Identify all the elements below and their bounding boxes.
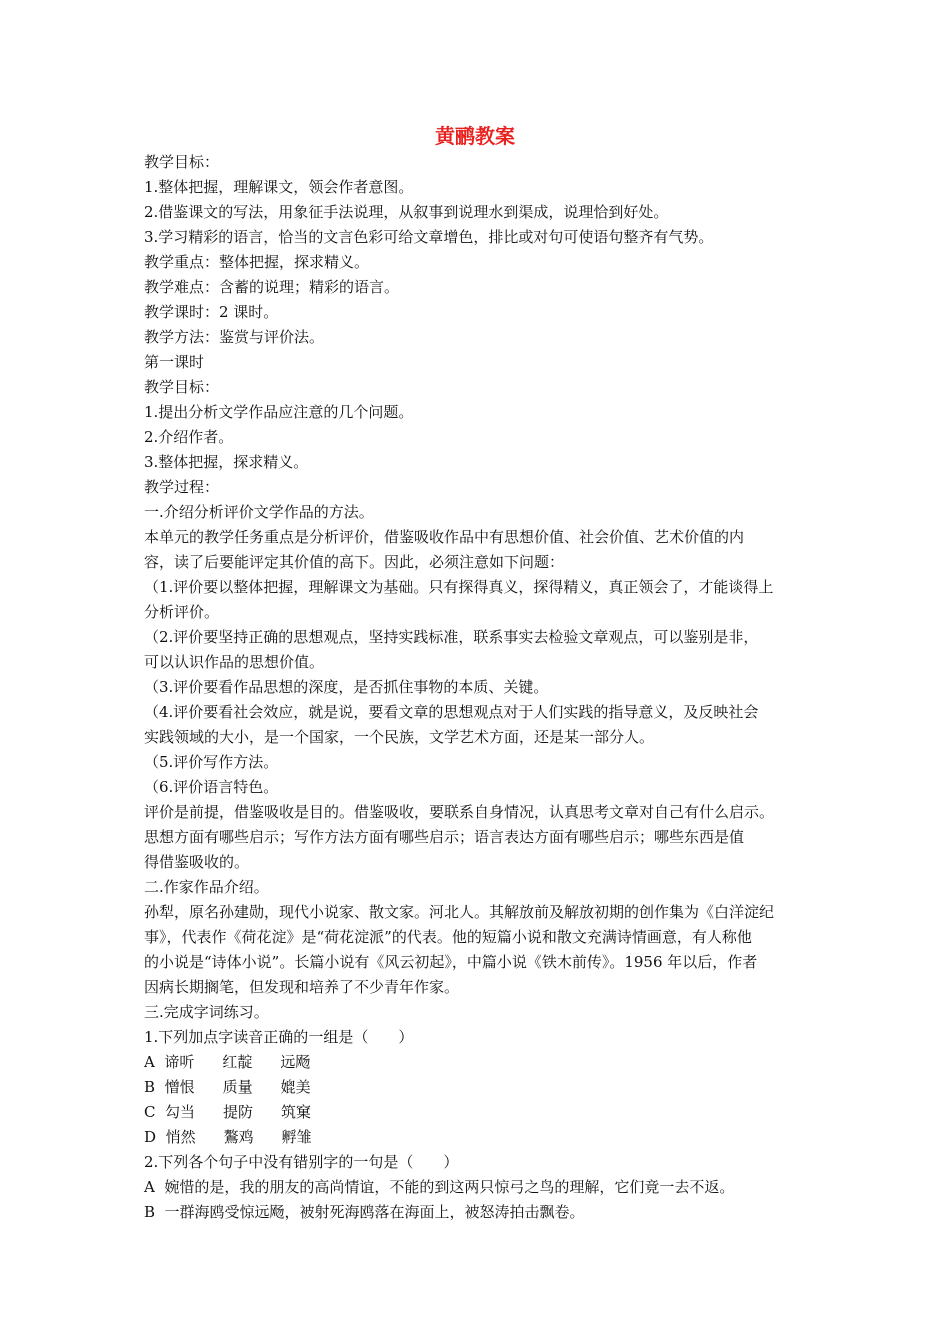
option-word: 媲美 — [280, 1078, 311, 1096]
text-line: 容，读了后要能评定其价值的高下。因此，必须注意如下问题： — [144, 553, 565, 571]
text-line: 评价是前提，借鉴吸收是目的。借鉴吸收，要联系自身情况，认真思考文章对自己有什么启示。 — [144, 803, 775, 821]
option-word: 鷔鸡 — [223, 1128, 254, 1146]
question-2-option: A 婉惜的是，我的朋友的高尚情谊，不能的到这两只惊弓之鸟的理解，它们竟一去不返。 — [144, 1178, 735, 1196]
text-line: （5.评价写作方法。 — [144, 753, 279, 771]
option-row — [144, 1050, 812, 1075]
text-line: 教学过程： — [144, 478, 220, 496]
text-line: 二.作家作品介绍。 — [144, 878, 269, 896]
text-line: 教学难点：含蓄的说理；精彩的语言。 — [144, 278, 400, 296]
text-line: （1.评价要以整体把握，理解课文为基础。只有探得真义，探得精义，真正领会了，才能谈得上 — [144, 578, 774, 596]
text-line: 第一课时 — [144, 353, 205, 371]
text-line: 教学课时：2 课时。 — [144, 303, 279, 321]
option-letter: A — [144, 1053, 155, 1071]
option-letter: C — [144, 1103, 156, 1121]
option-word: 谛听 — [164, 1053, 195, 1071]
text-line: 得借鉴吸收的。 — [144, 853, 250, 871]
option-word: 憎恨 — [164, 1078, 195, 1096]
text-line: 的小说是“诗体小说”。长篇小说有《风云初起》，中篇小说《铁木前传》。1956 年以后，作者 — [144, 953, 758, 971]
document-title: 黄鹂教案 — [435, 124, 515, 148]
text-line: 教学方法：鉴赏与评价法。 — [144, 328, 325, 346]
text-line: 分析评价。 — [144, 603, 220, 621]
option-row — [144, 1075, 812, 1100]
text-line: 1.提出分析文学作品应注意的几个问题。 — [144, 403, 414, 421]
text-line: 2.借鉴课文的写法，用象征手法说理，从叙事到说理水到渠成，说理恰到好处。 — [144, 203, 669, 221]
text-line: 教学重点：整体把握，探求精义。 — [144, 253, 370, 271]
text-line: 可以认识作品的思想价值。 — [144, 653, 325, 671]
text-line: 孙犁，原名孙建勋，现代小说家、散文家。河北人。其解放前及解放初期的创作集为《白洋淀纪 — [144, 903, 775, 921]
text-line: 实践领域的大小，是一个国家，一个民族，文学艺术方面，还是某一部分人。 — [144, 728, 655, 746]
option-word: 提防 — [223, 1103, 254, 1121]
text-line: 2.介绍作者。 — [144, 428, 234, 446]
text-line: 因病长期搁笔，但发现和培养了不少青年作家。 — [144, 978, 460, 996]
text-line: 事》，代表作《荷花淀》是“荷花淀派”的代表。他的短篇小说和散文充满诗情画意，有人称他 — [144, 928, 752, 946]
text-line: 思想方面有哪些启示；写作方法方面有哪些启示；语言表达方面有哪些启示；哪些东西是值 — [144, 828, 745, 846]
option-word: 远飏 — [280, 1053, 311, 1071]
text-line: （6.评价语言特色。 — [144, 778, 279, 796]
option-letter: D — [144, 1128, 157, 1146]
text-line: （4.评价要看社会效应，就是说，要看文章的思想观点对于人们实践的指导意义，及反映社会 — [144, 703, 759, 721]
text-line: 3.整体把握，探求精义。 — [144, 453, 309, 471]
option-letter: B — [144, 1078, 156, 1096]
option-row — [144, 1100, 812, 1125]
text-line: 本单元的教学任务重点是分析评价，借鉴吸收作品中有思想价值、社会价值、艺术价值的内 — [144, 528, 745, 546]
text-line: 3.学习精彩的语言，恰当的文言色彩可给文章增色，排比或对句可使语句整齐有气势。 — [144, 228, 714, 246]
text-line: （2.评价要坚持正确的思想观点，坚持实践标准，联系事实去检验文章观点，可以鉴别是非， — [144, 628, 759, 646]
option-word: 质量 — [222, 1078, 253, 1096]
text-line: 三.完成字词练习。 — [144, 1003, 269, 1021]
document-body — [144, 150, 812, 1225]
option-word: 孵雏 — [281, 1128, 312, 1146]
option-word: 筑窠 — [281, 1103, 312, 1121]
text-line: 教学目标： — [144, 378, 220, 396]
question-2-option: B 一群海鸥受惊远飏，被射死海鸥落在海面上，被怒涛拍击飘卷。 — [144, 1203, 585, 1221]
option-word: 勾当 — [165, 1103, 196, 1121]
text-line: 1.整体把握，理解课文，领会作者意图。 — [144, 178, 414, 196]
text-line: 一.介绍分析评价文学作品的方法。 — [144, 503, 374, 521]
option-row — [144, 1125, 812, 1150]
text-line: （3.评价要看作品思想的深度，是否抓住事物的本质、关键。 — [144, 678, 549, 696]
option-word: 悄然 — [165, 1128, 196, 1146]
option-word: 红靛 — [222, 1053, 253, 1071]
text-line: 1.下列加点字读音正确的一组是（ ） — [144, 1028, 414, 1046]
question-2: 2.下列各个句子中没有错别字的一句是（ ） — [144, 1153, 459, 1171]
text-line: 教学目标： — [144, 153, 220, 171]
